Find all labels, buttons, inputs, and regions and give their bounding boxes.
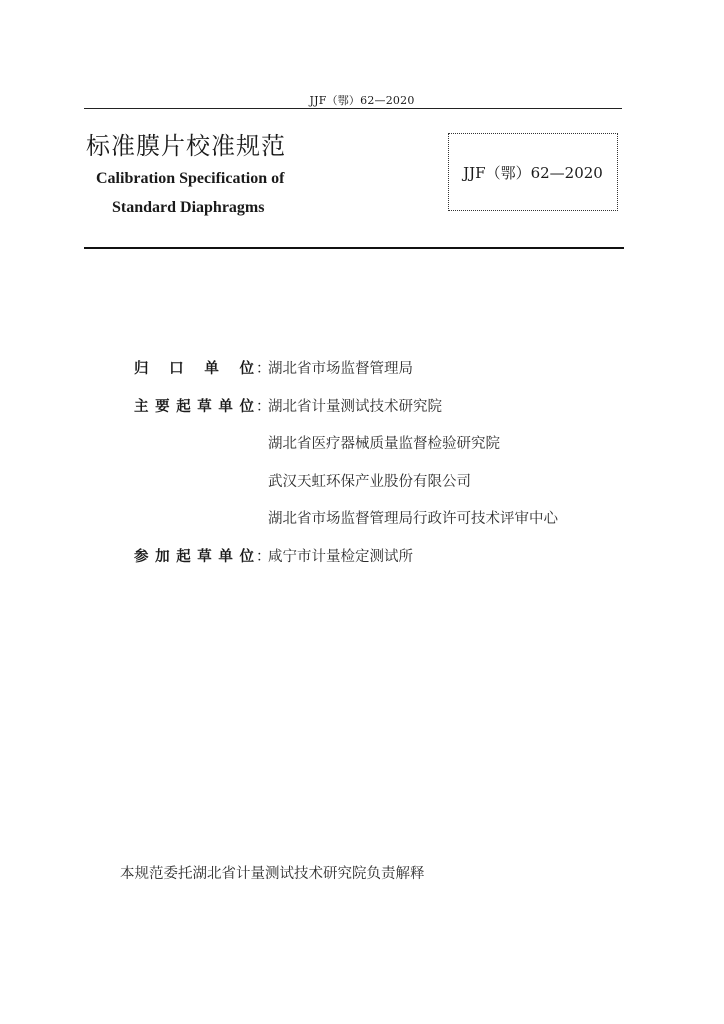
org-value: 湖北省计量测试技术研究院 <box>268 398 442 415</box>
org-separator: ： <box>256 548 271 565</box>
org-row <box>134 462 558 500</box>
interpretation-note: 本规范委托湖北省计量测试技术研究院负责解释 <box>120 866 425 882</box>
org-value: 湖北省医疗器械质量监督检验研究院 <box>268 436 500 453</box>
standard-code-box <box>448 133 618 211</box>
document-title-english-line1: Calibration Specification of <box>96 170 285 187</box>
document-title-chinese: 标准膜片校准规范 <box>86 132 286 160</box>
org-label: 主要起草单位 <box>134 398 254 415</box>
org-separator: ： <box>256 361 271 378</box>
org-row <box>134 349 558 387</box>
org-value: 湖北省市场监督管理局行政许可技术评审中心 <box>268 511 558 528</box>
standard-code: JJF（鄂）62—2020 <box>463 163 603 182</box>
org-label: 参加起草单位 <box>134 548 254 565</box>
title-divider <box>84 247 624 249</box>
header-standard-code: JJF（鄂）62—2020 <box>309 94 415 107</box>
org-separator: ： <box>256 398 271 415</box>
org-value: 咸宁市计量检定测试所 <box>268 548 413 565</box>
org-row <box>134 387 558 425</box>
document-title-english-line2: Standard Diaphragms <box>112 199 265 216</box>
org-value: 湖北省市场监督管理局 <box>268 361 413 378</box>
org-row <box>134 424 558 462</box>
org-value: 武汉天虹环保产业股份有限公司 <box>268 473 471 490</box>
header-divider <box>84 108 622 109</box>
organization-list <box>134 349 558 574</box>
org-label: 归口单位 <box>134 361 254 378</box>
org-row <box>134 499 558 537</box>
org-row <box>134 537 558 575</box>
